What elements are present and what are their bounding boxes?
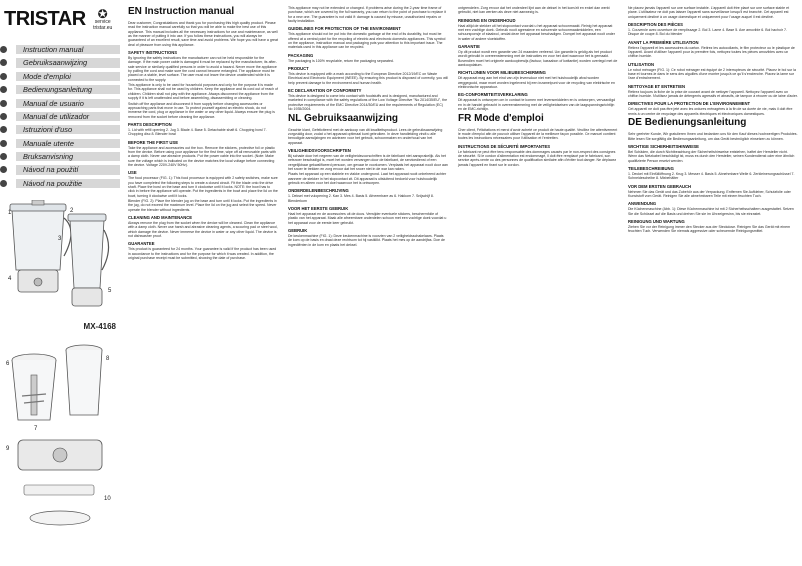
- service-tag-line1: service: [94, 19, 111, 25]
- manual-column-3: [454, 0, 624, 566]
- flag-icon: [0, 180, 7, 187]
- section-heading: PACKAGING: [288, 52, 314, 58]
- section-heading: USE: [128, 170, 137, 176]
- paragraph: This device is equipped with a mark according to the European Directive 2012/19/EC on Waste Electrical and Electronic Equipment (WEEE). By ensuring this product is disposed of correctly, you will help prevent damage to the environment and human health.: [288, 72, 449, 85]
- paragraph: Retirez l'appareil et les accessoires du carton. Retirez les autocollants, le film protecteur ou le plastique de l'appareil. Avant d'utiliser l'appareil pour la première fois, nettoyez toutes les pièces amovibles avec un chiffon humide.: [628, 45, 795, 59]
- language-entry: [0, 84, 120, 95]
- section-heading: VEILIGHEIDSVOORSCHRIFTEN: [288, 147, 351, 153]
- language-entry: [0, 164, 120, 175]
- language-label: Manuale utente: [23, 138, 74, 148]
- section-heading: SAFETY INSTRUCTIONS: [128, 50, 178, 56]
- section-heading: GUIDELINES FOR PROTECTION OF THE ENVIRONMENT: [288, 26, 401, 32]
- paragraph: Haal het apparaat en de accessoires uit de doos. Verwijder eventuele stickers, beschermfolie of plastic van het apparaat. Maak alle afneembare onderdelen schoon met een vochtige doek voordat u het apparaat voor de eerste keer gebruikt.: [288, 211, 447, 225]
- language-entry: [0, 178, 120, 189]
- part-number-label: 9: [6, 446, 10, 452]
- part-number-label: 8: [106, 356, 110, 362]
- paragraph: Cet appareil ne doit pas être jeté avec les ordures ménagères à la fin de sa durée de vie, mais il doit être remis à un centre de recyclage des appareils électriques et électroniques domestiques.: [628, 107, 793, 116]
- section-heading: CLEANING AND MAINTENANCE: [128, 215, 193, 221]
- section-heading: EG-CONFORMITEITSVERKLARING: [458, 92, 528, 98]
- section-heading: NETTOYAGE ET ENTRETIEN: [628, 83, 686, 89]
- part-number-label: 4: [8, 276, 12, 282]
- paragraph: Haal altijd de stekker uit het stopcontact voordat u het apparaat schoonmaakt. Reinig het apparaat met een vochtige doek. Gebruik nooit agressieve en schurende schoonmaakmiddelen, een schuursponsje of staalwol, omdat deze het apparaat beschadigen. Dompel het apparaat nooit onder in water of andere vloeistoffen.: [458, 23, 615, 41]
- paragraph: Switch off the appliance and disconnect it from supply before changing accessories or approaching parts that move in use. To protect yourself against an electric shock, do not immerse the cord, plug or appliance in the water or any other liquid. Always ensure the plug is removed from the socket before cleaning the appliance.: [128, 101, 275, 119]
- language-label: Manual de usuario: [23, 98, 84, 108]
- language-entry: [0, 44, 120, 55]
- section-lang-code: EN: [128, 6, 142, 17]
- language-entry: [0, 71, 120, 82]
- language-list: [0, 44, 120, 191]
- exploded-parts-drawing: [12, 345, 102, 525]
- paragraph: This appliance may not be extended or changed. If problems arise during the 2-year time frame of purchase, which are covered by the full warranty, you can return to the point of purchase to replace it for a new one. The guarantee is not valid if: damage is caused by misuse, unauthorized repairs or faulty installation.: [288, 6, 446, 24]
- manual-column-4: [624, 0, 802, 566]
- flag-icon: [0, 73, 7, 80]
- section-title-text: Bedienungsanleitung: [644, 117, 747, 129]
- part-number-label: 3: [58, 236, 62, 242]
- brand-logo: TRISTAR: [4, 8, 86, 30]
- language-entry: [0, 111, 120, 122]
- paragraph: 1. Lid with refill opening 2. Jug 3. Blade 4. Base 5. Detachable shaft 6. Chopping bowl 7. Chopping disc 8. Blender bowl: [128, 127, 267, 137]
- paragraph: The food processor (FIG. 1): This food processor is equipped with 2 safety switches, make sure you have completed the following steps to create a closed circuit. Fit the blade onto the drive shaft. Place the bowl on the base and turn it clockwise until it locks. NOTE: the bowl has to click in before the appliance will operate. Put the ingredients in the bowl and place the lid on the bowl, turning it clockwise until it locks.: [128, 176, 278, 198]
- section-title: [458, 113, 618, 125]
- language-label: Bruksanvisning: [23, 152, 74, 162]
- language-label: Instruction manual: [23, 45, 84, 55]
- blender-drawing: [68, 214, 109, 306]
- paragraph: This device is designed to come into contact with foodstuffs and is designed, manufactured and marketed in compliance with the safety regulations of the Low Voltage Directive "No 2014/35/EU", the protective requirements of the EMC Directive 2014/30/EU and the requirements of Regulation (EC) No 1935/2004.: [288, 94, 448, 112]
- flag-icon: [0, 113, 7, 120]
- language-entry: [0, 57, 120, 68]
- section-lang-code: NL: [288, 112, 302, 124]
- language-entry: [0, 151, 120, 162]
- section-lang-code: DE: [628, 117, 642, 129]
- paragraph: This appliance is only to be used for household purposes and only for the purpose it is made for. This appliance shall not be used by children. Keep the appliance and its cord out of reach of children. Children shall not play with the appliance. Always disconnect the appliance from the supply if it is left unattended and before assembling, disassembling or cleaning.: [128, 83, 278, 101]
- language-entry: [0, 98, 120, 109]
- section-heading: DESCRIPTION DES PIÈCES: [628, 22, 683, 28]
- language-label: Mode d'emploi: [23, 71, 71, 81]
- section-lang-code: FR: [458, 112, 472, 124]
- section-title: [628, 117, 798, 129]
- part-number-label: 5: [108, 288, 112, 294]
- paragraph: Bei Schäden, die durch Nichtbeachtung der Sicherheitshinweise entstehen, haftet der Hersteller nicht. Wenn das Netzkabel beschädigt ist, muss es durch den Hersteller, seinen Kundendienst oder eine ähnlich qualifizierte Person ersetzt werden.: [628, 149, 795, 163]
- section-heading: GARANTIE: [458, 44, 480, 50]
- paragraph: Die Küchenmaschine (Abb. 1): Diese Küchenmaschine ist mit 2 Sicherheitsschaltern ausgestattet. Setzen Sie die Schüssel auf die Basis und drehen Sie sie im Uhrzeigersinn, bis sie einrastet.: [628, 207, 794, 216]
- language-entry: [0, 138, 120, 149]
- paragraph: Dit apparaat mag aan het eind van zijn levensduur niet met het huishoudelijk afval worden weggegooid, maar moet worden ingeleverd bij een inzamelpunt voor de recycling van elektrische en elektronische apparatuur.: [458, 76, 615, 90]
- paragraph: The packaging is 100% recyclable, return the packaging separated.: [288, 58, 394, 63]
- paragraph: Bij schade door het negeren van de veiligheidsvoorschriften is de fabrikant niet aansprakelijk. Als het netsnoer beschadigd is, moet het worden vervangen door de fabrikant, de servicedienst of een vergelijkbaar gekwalificeerd persoon, om gevaar te voorkomen. Verplaats het apparaat nooit door aan het snoer te trekken en zorg ervoor dat het snoer niet in de war kan raken.: [288, 153, 448, 171]
- flag-icon: [0, 153, 7, 160]
- language-label: Návod na použití: [23, 165, 79, 175]
- section-heading: AVANT LA PREMIÈRE UTILISATION: [628, 39, 699, 45]
- language-entry: [0, 124, 120, 135]
- section-title-en: [128, 6, 278, 18]
- paragraph: Cher client, Félicitations et merci d'avoir acheté ce produit de haute qualité. Veuillez lire attentivement le mode d'emploi afin de pouvoir utiliser l'appareil de la meilleure façon possible. Ce manuel contient toutes les instructions nécessaires pour l'utilisation et l'entretien.: [458, 127, 618, 141]
- paragraph: Dear customer, Congratulations and thank you for purchasing this high quality product. Please read the instruction manual carefully so that you will be able to make the best use of this appliance. This manual includes all the necessary instructions for use and maintenance, as well as the manner of putting it into use. If you follow these instructions, you will always be guaranteed of an excellent result, save time and avoid problems. We hope you will have a great deal of pleasure from using this appliance.: [128, 21, 278, 47]
- paragraph: Op dit product wordt een garantie van 24 maanden verleend. Uw garantie is geldig als het product wordt gebruikt in overeenstemming met de instructies en voor het doel waarvoor het is gemaakt. Bovendien moet het originele aankoopbewijs (factuur, kassabon of kwitantie) worden overlegd met de aankoopdatum.: [458, 50, 618, 68]
- paragraph: ontgrendelen. Zorg ervoor dat het onderdeel lijnt aan de deksel in het kom/zit en enkel dan werkt gebruikt, niet kan werken als deze niet aanwezig is.: [458, 6, 610, 15]
- paragraph: Dit apparaat is ontworpen om in contact te komen met levensmiddelen en is ontworpen, vervaardigd en in de handel gebracht in overeenstemming met de veiligheidseisen van de laagspanningsrichtlijn en de EMC-richtlijn.: [458, 98, 616, 112]
- section-heading: RICHTLIJNEN VOOR MILIEUBESCHERMING: [458, 70, 546, 76]
- section-heading: EC DECLARATION OF CONFORMITY: [288, 88, 362, 94]
- product-illustration: [4, 200, 116, 560]
- flag-icon: [0, 59, 7, 66]
- section-heading: GEBRUIK: [288, 228, 308, 233]
- section-title-text: Mode d'emploi: [474, 112, 544, 124]
- paragraph: 1. Deckel mit Einfüllöffnung 2. Krug 3. Messer 4. Basis 5. Abnehmbare Welle 6. Zerkleinerungsschüssel 7. Schneidescheibe 8. Mixbehälter: [628, 171, 795, 181]
- flag-icon: [0, 166, 7, 173]
- service-tag: [90, 8, 116, 31]
- paragraph: Sehr geehrter Kunde, Wir gratulieren Ihnen und bedanken uns für den Kauf dieses hochwertigen Produktes. Bitte lesen Sie sorgfältig die Bedienungsanleitung, um das Gerät bestmöglich einsetzen zu können.: [628, 132, 798, 141]
- section-title: [288, 113, 448, 125]
- wrench-icon: ✪: [97, 7, 108, 21]
- section-heading: DIRECTIVES POUR LA PROTECTION DE L'ENVIRONNEMENT: [628, 101, 751, 107]
- paragraph: Take the appliance and accessories out the box. Remove the stickers, protective foil or plastic from the device. Before using your appliance for the first time, wipe off all removable parts with a damp cloth. Never use abrasive products. Put the power cable into the socket. (Note: Make sure the voltage which is indicated on the device matches the local voltage before connecting the device. Voltage 220V-240V 50Hz).: [128, 145, 276, 167]
- paragraph: 1. Couvercle avec ouverture de remplissage 2. Bol 3. Lame 4. Base 5. Axe amovible 6. Bol hachoir 7. Disque de coupe 8. Bol du blender: [628, 28, 787, 37]
- column-body: [288, 6, 448, 247]
- paragraph: Always remove the plug from the socket when the device will be cleaned. Clean the appliance with a damp cloth. Never use harsh and abrasive cleaning agents, a scouring pad or steel wool, which damage the device. Never immerse the device in water or any other liquid. The device is not dishwasher proof.: [128, 221, 278, 239]
- part-number-label: 6: [6, 361, 10, 367]
- paragraph: Geachte klant, Gefeliciteerd met de aankoop van dit kwaliteitsproduct. Lees de gebruiksaanwijzing zorgvuldig door, zodat u het apparaat optimaal kunt gebruiken. In deze handleiding vindt u alle benodigde aanwijzingen en adviezen voor het gebruik, schoonmaken en onderhoud van het apparaat.: [288, 127, 443, 145]
- part-number-label: 7: [34, 426, 38, 432]
- section-heading: REINIGING EN ONDERHOUD: [458, 17, 516, 23]
- column-body: [128, 21, 278, 260]
- language-label: Manual de utilizador: [23, 111, 90, 121]
- section-heading: ONDERDELENBESCHRIJVING: [288, 188, 349, 194]
- part-number-label: 10: [104, 496, 111, 502]
- section-heading: ANWENDUNG: [628, 201, 657, 207]
- paragraph: This appliance should not be put into the domestic garbage at the end of its durability, but must be offered at a central point for the recycling of electric and electronic domestic appliances. This symbol on the appliance, instruction manual and packaging puts your attention to this important issue. The materials used in this appliance can be recycled.: [288, 32, 446, 50]
- section-heading: REINIGUNG UND WARTUNG: [628, 218, 685, 224]
- language-label: Bedienungsanleitung: [23, 85, 93, 95]
- flag-icon: [0, 100, 7, 107]
- section-heading: TEILEBESCHREIBUNG: [628, 165, 674, 171]
- model-number: MX-4168: [83, 322, 116, 331]
- paragraph: Le fabricant ne peut être tenu responsable des dommages causés par le non-respect des consignes de sécurité. Si le cordon d'alimentation est endommagé, il doit être remplacé par le fabricant, son service après-vente ou des personnes de qualification similaire afin d'éviter tout danger. Ne déplacez jamais l'appareil en tirant sur le cordon.: [458, 149, 617, 167]
- section-heading: VOR DEM ERSTEN GEBRAUCH: [628, 183, 692, 189]
- paragraph: De keukenmachine (FIG. 1): Deze keukenmachine is voorzien van 2 veiligheidsschakelaars. Plaats de kom op de basis en draai deze rechtsom tot hij vastklikt. Plaats het mes op de aandrijfas. Doe de ingrediënten in de kom en plaats het deksel.: [288, 234, 445, 247]
- section-heading: WICHTIGE SICHERHEITSHINWEISE: [628, 143, 699, 149]
- section-heading: INSTRUCTIONS DE SÉCURITÉ IMPORTANTES: [458, 143, 551, 149]
- paragraph: Le robot ménager (FIG. 1): Ce robot ménager est équipé de 2 interrupteurs de sécurité. Placez le bol sur la base et tournez-le dans le sens des aiguilles d'une montre jusqu'à ce qu'il s'enclenche. Placez la lame sur l'axe d'entraînement.: [628, 67, 796, 81]
- section-heading: BEFORE THE FIRST USE: [128, 139, 179, 145]
- language-label: Gebruiksaanwijzing: [23, 58, 88, 68]
- language-label: Návod na použitie: [23, 178, 83, 188]
- food-processor-drawing: [10, 200, 71, 292]
- section-heading: UTILISATION: [628, 61, 654, 67]
- section-title-text: Instruction manual: [144, 6, 235, 17]
- column-body: [458, 6, 618, 167]
- paragraph: This product is guaranteed for 24 months. Your guarantee is valid if the product has been used in accordance to the instructions and for the purpose for which it was created. In addition, the original purchase receipt must be submitted, showing the date of purchase.: [128, 247, 277, 261]
- flag-icon: [0, 140, 7, 147]
- flag-icon: [0, 126, 7, 133]
- section-title-text: Gebruiksaanwijzing: [304, 112, 399, 124]
- paragraph: Ne placez jamais l'appareil sur une surface instable. L'appareil doit être placé sur une surface stable et plane. L'utilisateur ne doit pas laisser l'appareil sans surveillance lorsqu'il est branché. Cet appareil est uniquement destiné à un usage domestique et uniquement pour l'usage auquel il est destiné.: [628, 6, 790, 19]
- part-number-label: 1: [8, 210, 12, 216]
- service-tag-line2: tristar.eu: [93, 24, 113, 31]
- paragraph: Retirez toujours la fiche de la prise de courant avant de nettoyer l'appareil. Nettoyez l'appareil avec un chiffon humide. N'utilisez jamais de détergents agressifs et abrasifs, de tampon à récurer ou de laine d'acier.: [628, 89, 798, 99]
- manual-column-1: [120, 0, 284, 566]
- section-heading: PARTS DESCRIPTION: [128, 121, 172, 127]
- paragraph: Ziehen Sie vor der Reinigung immer den Stecker aus der Steckdose. Reinigen Sie das Gerät mit einem feuchten Tuch. Verwenden Sie niemals aggressive oder scheuernde Reinigungsmittel.: [628, 224, 791, 234]
- column-body: [628, 6, 798, 234]
- section-heading: GUARANTEE: [128, 241, 155, 247]
- paragraph: By ignoring the safety instructions the manufacturer can not be held responsible for the damage. If the main power cable is damaged it must be replaced by the manufacturer, its after-sale service or similarly qualified persons in order to avoid a hazard. Never move the appliance by pulling the cord and make sure the cord cannot become entangled. The appliance must be placed on a stable, level surface. The user must not leave the device unattended while it is connected to the supply.: [128, 56, 277, 82]
- flag-icon: [0, 86, 7, 93]
- paragraph: Plaats het apparaat op een stabiele en vlakke ondergrond. Laat het apparaat nooit onbeheerd achter wanneer de stekker in het stopcontact zit. Dit apparaat is uitsluitend bedoeld voor huishoudelijk gebruik en alleen voor het doel waarvoor het is ontworpen.: [288, 172, 447, 185]
- logo-row: [4, 8, 116, 31]
- paragraph: 1. Deksel met vulopening 2. Kan 3. Mes 4. Basis 5. Afneembare as 6. Hakkom 7. Snijschijf 8. Blenderkom: [288, 194, 434, 203]
- cover-column: [0, 0, 120, 566]
- section-heading: PRODUCT: [288, 66, 309, 72]
- paragraph: Blender (FIG. 2): Place the blender jug on the base and turn until it locks. Put the ingredients in the jug, do not exceed the maximum level. Place the lid on the jug and select the speed. Never operate the blender without ingredients.: [128, 199, 277, 212]
- paragraph: Nehmen Sie das Gerät und das Zubehör aus der Verpackung. Entfernen Sie Aufkleber, Schutzfolie oder Kunststoff vom Gerät. Reinigen Sie alle abnehmbaren Teile mit einem feuchten Tuch.: [628, 189, 791, 198]
- section-heading: VOOR HET EERSTE GEBRUIK: [288, 205, 349, 211]
- flag-icon: [0, 46, 7, 53]
- part-number-label: 2: [70, 208, 74, 214]
- language-label: Istruzioni d'uso: [23, 125, 73, 135]
- manual-column-2: [284, 0, 454, 566]
